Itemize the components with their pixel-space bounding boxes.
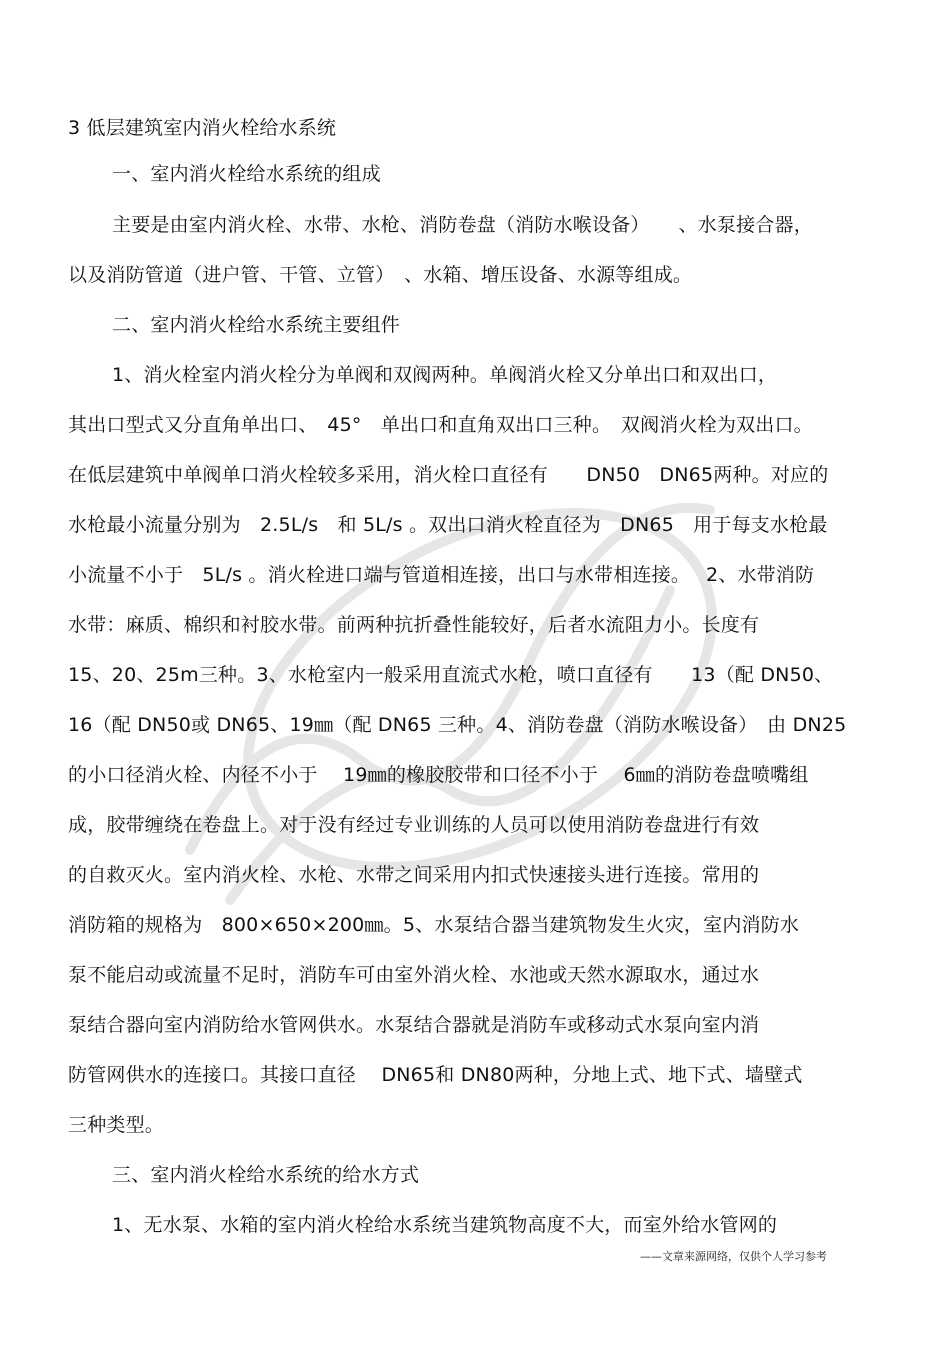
paragraph-line: 的自救灭火。室内消火栓、水枪、水带之间采用内扣式快速接头进行连接。常用的 xyxy=(68,864,760,886)
paragraph-line: 1、无水泵、水箱的室内消火栓给水系统当建筑物高度不大，而室外给水管网的 xyxy=(112,1214,778,1236)
paragraph-line: 水枪最小流量分别为 2.5L/s 和 5L/s 。双出口消火栓直径为 DN65 用于每支水枪最 xyxy=(68,514,828,536)
section-heading-composition: 一、室内消火栓给水系统的组成 xyxy=(112,163,381,185)
paragraph-line: 主要是由室内消火栓、水带、水枪、消防卷盘（消防水喉设备） 、水泵接合器， xyxy=(112,214,813,236)
document-title: 3 低层建筑室内消火栓给水系统 xyxy=(68,117,337,139)
paragraph-line: 三种类型。 xyxy=(68,1114,165,1136)
paragraph-line: 小流量不小于 5L/s 。消火栓进口端与管道相连接，出口与水带相连接。 2、水带消防 xyxy=(68,564,815,586)
paragraph-line: 其出口型式又分直角单出口、 45° 单出口和直角双出口三种。 双阀消火栓为双出口。 xyxy=(68,414,813,436)
paragraph-line: 在低层建筑中单阀单口消火栓较多采用，消火栓口直径有 DN50 DN65两种。对应的 xyxy=(68,464,829,486)
paragraph-line: 泵结合器向室内消防给水管网供水。水泵结合器就是消防车或移动式水泵向室内消 xyxy=(68,1014,760,1036)
paragraph-line: 水带：麻质、棉织和衬胶水带。前两种抗折叠性能较好，后者水流阻力小。长度有 xyxy=(68,614,760,636)
section-heading-components: 二、室内消火栓给水系统主要组件 xyxy=(112,314,401,336)
paragraph-line: 16（配 DN50或 DN65、19㎜（配 DN65 三种。4、消防卷盘（消防水喉设备） 由 DN25 xyxy=(68,714,847,736)
paragraph-line: 成，胶带缠绕在卷盘上。对于没有经过专业训练的人员可以使用消防卷盘进行有效 xyxy=(68,814,760,836)
paragraph-line: 1、消火栓室内消火栓分为单阀和双阀两种。单阀消火栓又分单出口和双出口， xyxy=(112,364,778,386)
paragraph-line: 消防箱的规格为 800×650×200㎜。5、水泵结合器当建筑物发生火灾，室内消防水 xyxy=(68,914,800,936)
paragraph-line: 防管网供水的连接口。其接口直径 DN65和 DN80两种，分地上式、地下式、墙壁式 xyxy=(68,1064,803,1086)
paragraph-line: 以及消防管道（进户管、干管、立管） 、水箱、增压设备、水源等组成。 xyxy=(68,264,693,286)
paragraph-line: 的小口径消火栓、内径不小于 19㎜的橡胶胶带和口径不小于 6㎜的消防卷盘喷嘴组 xyxy=(68,764,809,786)
source-footnote: ——文章来源网络，仅供个人学习参考 xyxy=(640,1250,827,1263)
paragraph-line: 泵不能启动或流量不足时，消防车可由室外消火栓、水池或天然水源取水，通过水 xyxy=(68,964,760,986)
paragraph-line: 15、20、25m三种。3、水枪室内一般采用直流式水枪，喷口直径有 13（配 DN50、 xyxy=(68,664,834,686)
section-heading-supply-methods: 三、室内消火栓给水系统的给水方式 xyxy=(112,1164,420,1186)
